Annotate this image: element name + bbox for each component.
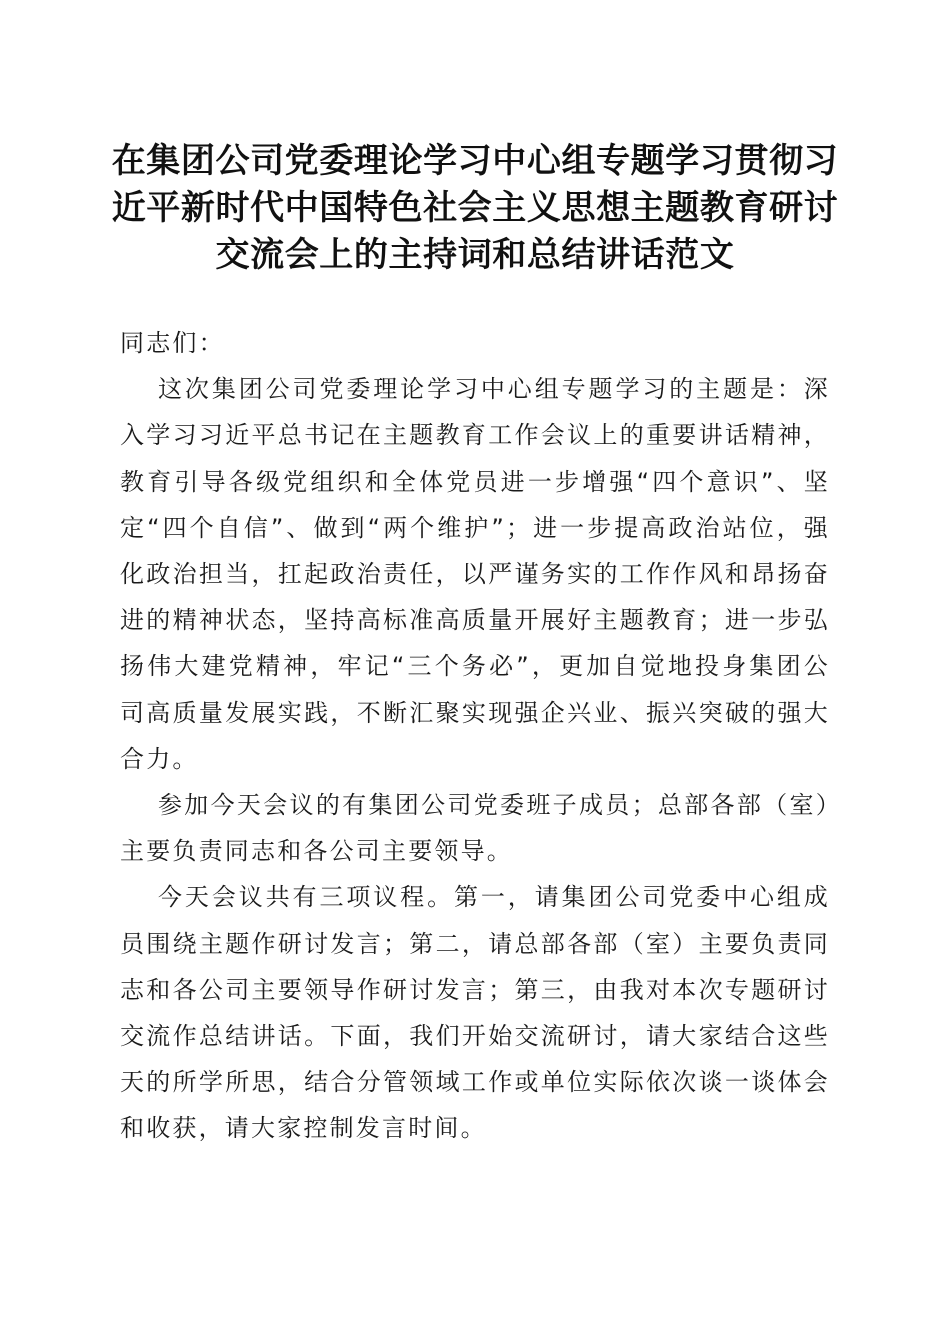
paragraph-theme: 这次集团公司党委理论学习中心组专题学习的主题是：深入学习习近平总书记在主题教育工作会议上的重要讲话精神，教育引导各级党组织和全体党员进一步增强“四个意识”、坚定“四个自信”、做到“两个维护”；进一步提高政治站位，强化政治担当，扛起政治责任，以严谨务实的工作作风和昂扬奋进的精神状态，坚持高标准高质量开展好主题教育；进一步弘扬伟大建党精神，牢记“三个务必”，更加自觉地投身集团公司高质量发展实践，不断汇聚实现强企兴业、振兴突破的强大合力。 xyxy=(120,375,830,773)
paragraph-agenda: 今天会议共有三项议程。第一，请集团公司党委中心组成员围绕主题作研讨发言；第二，请总部各部（室）主要负责同志和各公司主要领导作研讨发言；第三，由我对本次专题研讨交流作总结讲话。下面，我们开始交流研讨，请大家结合这些天的所学所思，结合分管领域工作或单位实际依次谈一谈体会和收获，请大家控制发言时间。 xyxy=(120,883,830,1143)
salutation: 同志们： xyxy=(120,329,225,357)
paragraph-attendees: 参加今天会议的有集团公司党委班子成员；总部各部（室）主要负责同志和各公司主要领导。 xyxy=(120,791,830,866)
document-body xyxy=(120,320,830,1152)
document-title: 在集团公司党委理论学习中心组专题学习贯彻习近平新时代中国特色社会主义思想主题教育研讨交流会上的主持词和总结讲话范文 xyxy=(111,141,839,275)
